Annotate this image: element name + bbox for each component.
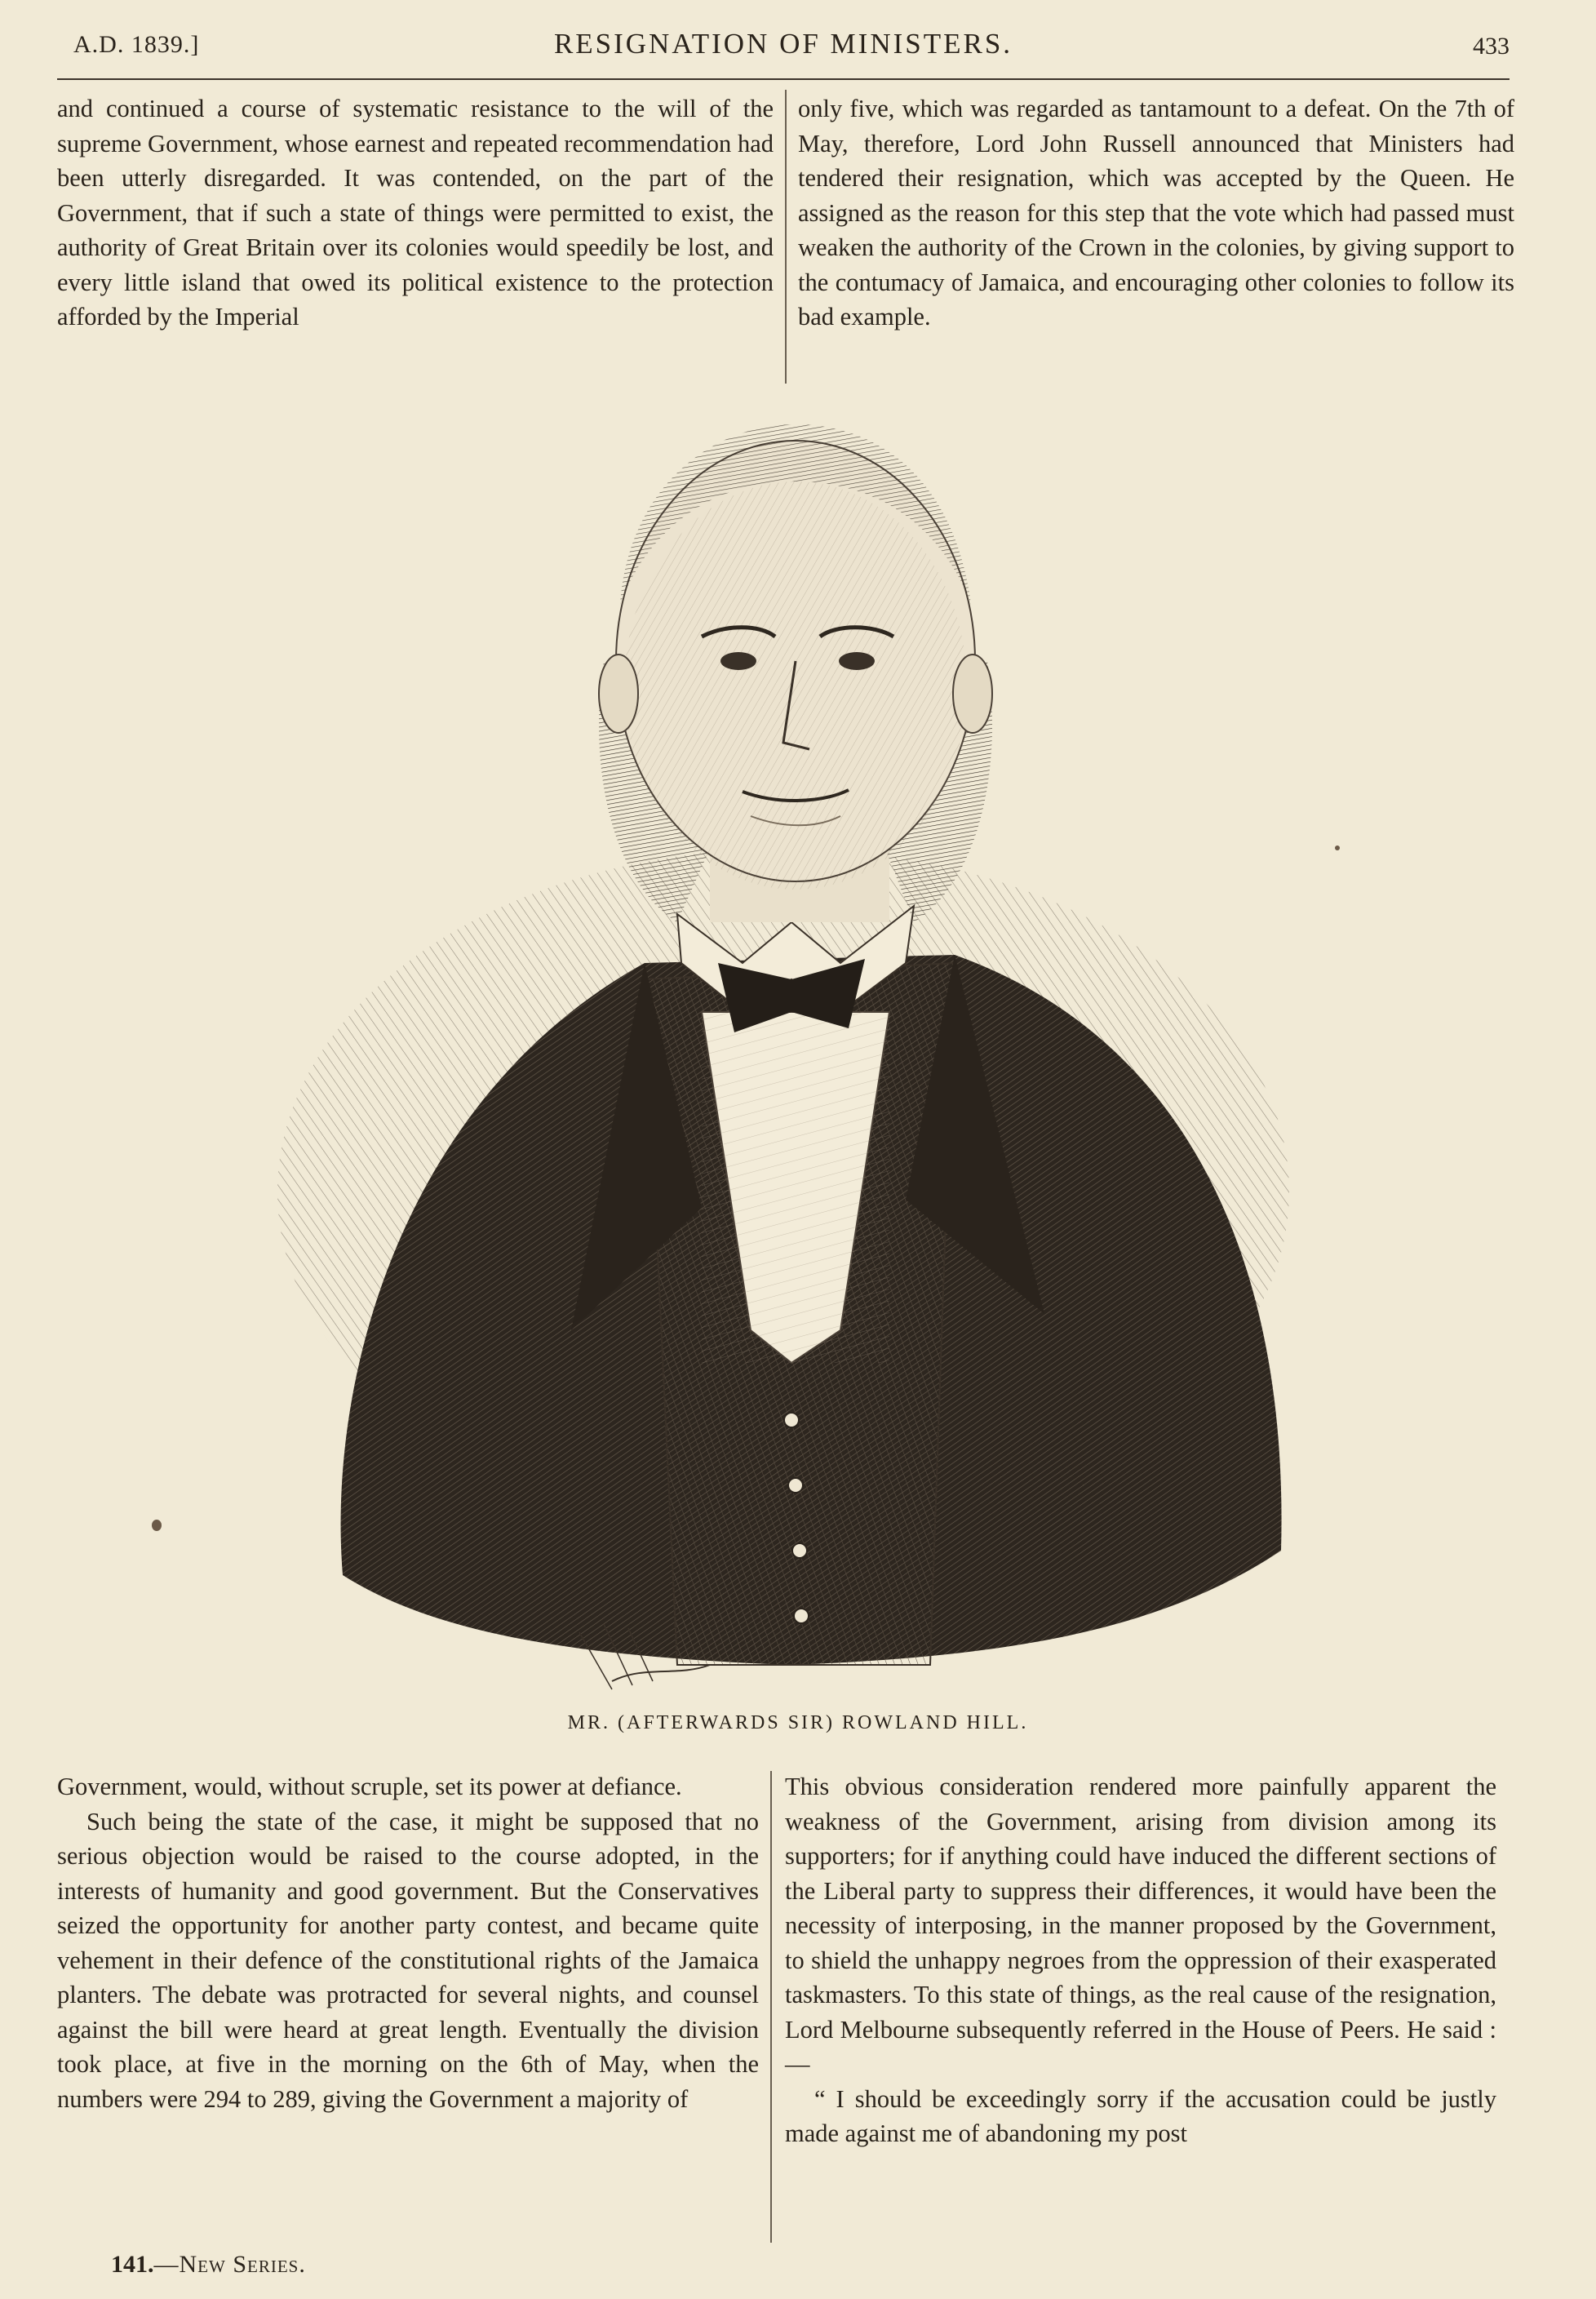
paragraph: Government, would, without scruple, set its power at defiance. (57, 1773, 682, 1800)
top-right-column (798, 91, 1514, 335)
ink-speck (1335, 845, 1340, 850)
series-label: —New Series. (153, 2251, 306, 2278)
column-divider (770, 1771, 772, 2243)
paragraph: Such being the state of the case, it might be supposed that no serious objection would be raised to the course adopted, in the interests of humanity and good government. But the Conservatives seized the opportunity for another party contest, and became quite vehement in their defence of the constitutional rights of the Jamaica planters. The debate was protracted for several nights, and counsel against the bill were heard at great length. Eventually the division took place, at five in the morning on the 6th of May, when the numbers were 294 to 289, giving the Government a majority of (57, 1807, 759, 2113)
paragraph: This obvious consideration rendered more painfully apparent the weakness of the Government, arising from division among its supporters; for if anything could have induced the different sections of the Liberal party to suppress their differences, it would have been the necessity of interposing, in the manner proposed by the Government, to shield the unhappy negroes from the oppression of their exasperated taskmasters. To this state of things, as the real cause of the resignation, Lord Melbourne subsequently referred in the House of Peers. He said :— (785, 1773, 1496, 2078)
ink-speck (152, 1520, 162, 1531)
paragraph: and continued a course of systematic resistance to the will of the supreme Government, whose earnest and repeated recommendation had been utterly disregarded. It was contended, on the part of the Government, that if such a state of things were permitted to exist, the authority of Great Britain over its colonies would speedily be lost, and every little island that owed its political existence to the protection afforded by the Imperial (57, 95, 774, 331)
top-left-column (57, 91, 774, 335)
column-divider (785, 90, 787, 384)
illustration-caption: MR. (AFTERWARDS SIR) ROWLAND HILL. (567, 1712, 1029, 1733)
paragraph: “ I should be exceedingly sorry if the accusation could be justly made against me of abandoning my post (785, 2084, 1496, 2147)
header-title: RESIGNATION OF MINISTERS. (553, 28, 1013, 60)
bottom-left-column (57, 1769, 759, 2116)
header-rule (57, 78, 1510, 80)
running-head (57, 28, 1510, 67)
signature-mark (111, 2251, 306, 2279)
bottom-right-column (785, 1769, 1496, 2151)
header-date: A.D. 1839.] (73, 31, 200, 58)
signature-number: 141. (111, 2251, 154, 2278)
page-number: 433 (1473, 33, 1510, 60)
paragraph: only five, which was regarded as tantamount to a defeat. On the 7th of May, therefore, Lord John Russell announced that Ministers had tendered their resignation, which was accepted by the Queen. He assigned as the reason for this step that the vote which had passed must weaken the authority of the Crown in the colonies, by giving support to the contumacy of Jamaica, and encouraging other colonies to follow its bad example. (798, 95, 1514, 331)
portrait-engraving (220, 392, 1387, 1698)
